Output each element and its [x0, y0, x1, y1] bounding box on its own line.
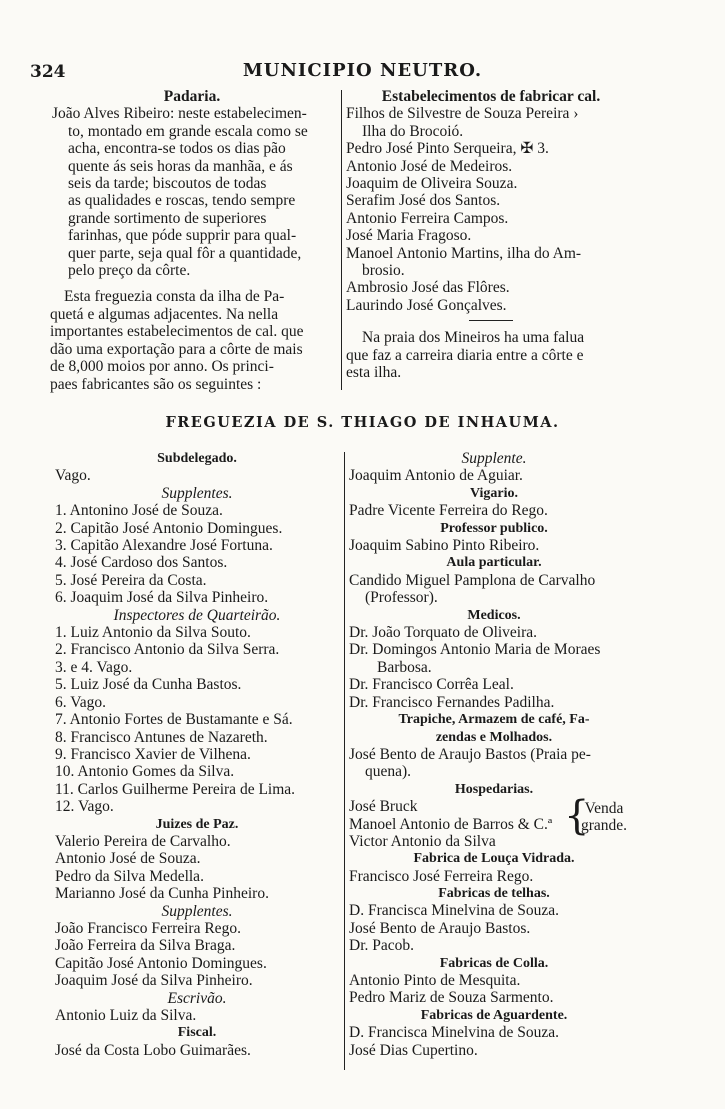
list-item: D. Francisca Minelvina de Souza. [349, 1024, 560, 1042]
list-item: Victor Antonio da Silva [349, 832, 496, 850]
colla-list [349, 972, 639, 1007]
trapiche-heading: Trapiche, Armazem de café, Fa- [398, 712, 590, 728]
list-item: Filhos de Silvestre de Souza Pereira › [346, 105, 579, 123]
hospedarias-group [349, 793, 639, 850]
medicos-list [349, 624, 639, 711]
list-item: José Bento de Araujo Bastos. [349, 919, 531, 937]
column-divider-top [341, 90, 342, 390]
list-item: Ilha do Brocoió. [362, 122, 464, 140]
padaria-heading: Padaria. [163, 88, 221, 105]
text-line: importantes estabelecimentos de cal. que [50, 323, 304, 341]
list-item: Dr. Francisco Fernandes Padilha. [349, 693, 555, 711]
text-line: paes fabricantes são os seguintes : [50, 375, 262, 393]
text-line: Na praia dos Mineiros ha uma falua [362, 329, 585, 347]
vigario-value: Padre Vicente Ferreira do Rego. [349, 502, 548, 520]
list-item: Manoel Antonio de Barros & C.ª [349, 815, 553, 833]
professor-heading: Professor publico. [440, 520, 548, 536]
escrivao-value: Antonio Luiz da Silva. [55, 1007, 197, 1024]
list-item: 2. Francisco Antonio da Silva Serra. [55, 641, 280, 659]
text-line: grande sortimento de superiores [68, 209, 267, 227]
list-item: Serafim José dos Santos. [346, 192, 501, 210]
text-line: que faz a carreira diaria entre a côrte e [346, 346, 584, 364]
padaria-text [50, 105, 334, 279]
list-item: brosio. [362, 262, 405, 280]
aguardente-list [349, 1024, 639, 1059]
list-item: 7. Antonio Fortes de Bustamante e Sá. [55, 711, 293, 729]
right-column [349, 450, 639, 1059]
louca-value: Francisco José Ferreira Rego. [349, 867, 534, 885]
top-left-column [50, 88, 334, 393]
subdelegado-value: Vago. [55, 467, 91, 485]
list-item: José Bruck [349, 798, 418, 816]
running-head: MUNICIPIO NEUTRO. [242, 60, 483, 81]
list-item: Antonio Ferreira Campos. [346, 209, 509, 227]
text-line: de 8,000 moios por anno. Os princi- [50, 358, 274, 376]
hospedarias-note [581, 800, 627, 834]
section-title: FREGUEZIA DE S. THIAGO DE INHAUMA. [165, 414, 560, 431]
trapiche-value: quena). [365, 763, 412, 781]
list-item: 6. Joaquim José da Silva Pinheiro. [55, 589, 269, 607]
list-item: 9. Francisco Xavier de Vilhena. [55, 745, 251, 763]
list-item: Pedro da Silva Medella. [55, 867, 204, 885]
column-divider-bottom [344, 452, 345, 1070]
list-item: 1. Luiz Antonio da Silva Souto. [55, 624, 251, 642]
list-item: Antonio José de Medeiros. [346, 157, 513, 175]
list-item: Capitão José Antonio Domingues. [55, 954, 267, 972]
trapiche-value: José Bento de Araujo Bastos (Praia pe- [349, 745, 591, 763]
list-item: José Maria Fragoso. [346, 227, 472, 245]
list-item: 5. Luiz José da Cunha Bastos. [55, 676, 242, 694]
freguezia-text [50, 288, 334, 392]
list-item: Dr. Francisco Corrêa Leal. [349, 676, 514, 694]
medicos-heading: Medicos. [467, 607, 521, 623]
text-line: to, montado em grande escala como se [68, 122, 308, 140]
hospedarias-heading: Hospedarias. [454, 781, 534, 797]
juizes-list [55, 833, 339, 903]
supplente-value: Joaquim Antonio de Aguiar. [349, 467, 523, 485]
list-item: Valerio Pereira de Carvalho. [55, 832, 231, 850]
list-item: Ambrosio José das Flôres. [346, 279, 510, 297]
telhas-list [349, 902, 639, 954]
cal-heading: Estabelecimentos de fabricar cal. [381, 88, 601, 105]
text-line: farinhas, que póde supprir para qual- [68, 227, 297, 245]
escrivao-heading: Escrivão. [167, 989, 227, 1007]
list-item: Antonio José de Souza. [55, 850, 201, 868]
aula-value: Candido Miguel Pamplona de Carvalho [349, 571, 596, 589]
list-item: Antonio Pinto de Mesquita. [349, 971, 521, 989]
telhas-heading: Fabricas de telhas. [438, 885, 550, 901]
list-item: Marianno José da Cunha Pinheiro. [55, 885, 269, 903]
text-line: Esta freguezia consta da ilha de Pa- [64, 288, 285, 306]
list-item: 4. José Cardoso dos Santos. [55, 554, 228, 572]
note-line: grande. [581, 817, 628, 835]
list-item: Manoel Antonio Martins, ilha do Am- [346, 244, 582, 262]
inspectores-list [55, 624, 339, 815]
left-column [55, 450, 339, 1059]
list-item: 3. Capitão Alexandre José Fortuna. [55, 537, 273, 555]
list-item: 11. Carlos Guilherme Pereira de Lima. [55, 780, 296, 798]
vigario-heading: Vigario. [469, 485, 519, 501]
text-line: acha, encontra-se todos os dias pão [68, 140, 286, 158]
page-number: 324 [30, 62, 66, 82]
list-item: D. Francisca Minelvina de Souza. [349, 902, 560, 920]
list-item: Barbosa. [377, 658, 432, 676]
list-item: Dr. Domingos Antonio Maria de Moraes [349, 641, 601, 659]
list-item: 5. José Pereira da Costa. [55, 571, 207, 589]
list-item: 2. Capitão José Antonio Domingues. [55, 519, 283, 537]
cal-list [346, 105, 636, 314]
text-line: quente ás seis horas da manhãa, e ás [68, 157, 293, 175]
aula-value: (Professor). [365, 589, 438, 607]
list-item: 1. Antonino José de Souza. [55, 502, 223, 520]
subdelegado-heading: Subdelegado. [157, 451, 237, 466]
supplente-heading: Supplente. [461, 450, 527, 467]
supplentes2-heading: Supplentes. [161, 902, 233, 920]
list-item: Joaquim José da Silva Pinheiro. [55, 972, 253, 990]
colla-heading: Fabricas de Colla. [439, 955, 549, 971]
list-item: 10. Antonio Gomes da Silva. [55, 763, 235, 781]
brace-icon: { [564, 793, 590, 840]
aula-heading: Aula particular. [446, 555, 542, 571]
trapiche-heading-2: zendas e Molhados. [435, 729, 553, 745]
text-line: quer parte, seja qual fôr a quantidade, [68, 244, 302, 262]
text-line: seis da tarde; biscoutos de todas [68, 175, 267, 193]
text-line: as qualidades e roscas, tendo sempre [68, 192, 296, 210]
aguardente-heading: Fabricas de Aguardente. [420, 1007, 568, 1023]
fiscal-heading: Fiscal. [177, 1025, 217, 1041]
list-item: José Dias Cupertino. [349, 1041, 478, 1059]
text-line: pelo preço da côrte. [68, 262, 191, 280]
list-item: Pedro José Pinto Serqueira, ✠ 3. [346, 140, 549, 158]
louca-heading: Fabrica de Louça Vidrada. [413, 851, 575, 867]
professor-value: Joaquim Sabino Pinto Ribeiro. [349, 537, 540, 555]
supplentes-heading: Supplentes. [161, 484, 233, 502]
supplentes-list [55, 502, 339, 606]
supplentes2-list [55, 920, 339, 990]
inspectores-heading: Inspectores de Quarteirão. [113, 606, 281, 624]
list-item: João Ferreira da Silva Braga. [55, 937, 236, 955]
short-rule [469, 320, 513, 321]
list-item: 3. e 4. Vago. [55, 658, 133, 676]
text-line: quetá e algumas adjacentes. Na nella [50, 305, 279, 323]
list-item: Joaquim de Oliveira Souza. [346, 175, 518, 193]
list-item: Dr. Pacob. [349, 937, 415, 955]
list-item: Dr. João Torquato de Oliveira. [349, 624, 538, 642]
list-item: 12. Vago. [55, 798, 114, 816]
text-line: João Alves Ribeiro: neste estabelecimen- [52, 105, 307, 123]
list-item: 6. Vago. [55, 693, 106, 711]
fiscal-value: José da Costa Lobo Guimarães. [55, 1041, 251, 1059]
list-item: Pedro Mariz de Souza Sarmento. [349, 989, 554, 1007]
list-item: Laurindo José Gonçalves. [346, 296, 507, 314]
text-line: esta ilha. [346, 364, 402, 382]
praia-text [346, 329, 636, 381]
list-item: 8. Francisco Antunes de Nazareth. [55, 728, 268, 746]
text-line: dão uma exportação para a côrte de mais [50, 340, 303, 358]
top-right-column [346, 88, 636, 382]
juizes-heading: Juizes de Paz. [155, 816, 239, 832]
list-item: João Francisco Ferreira Rego. [55, 919, 241, 937]
note-line: Venda [584, 800, 624, 818]
